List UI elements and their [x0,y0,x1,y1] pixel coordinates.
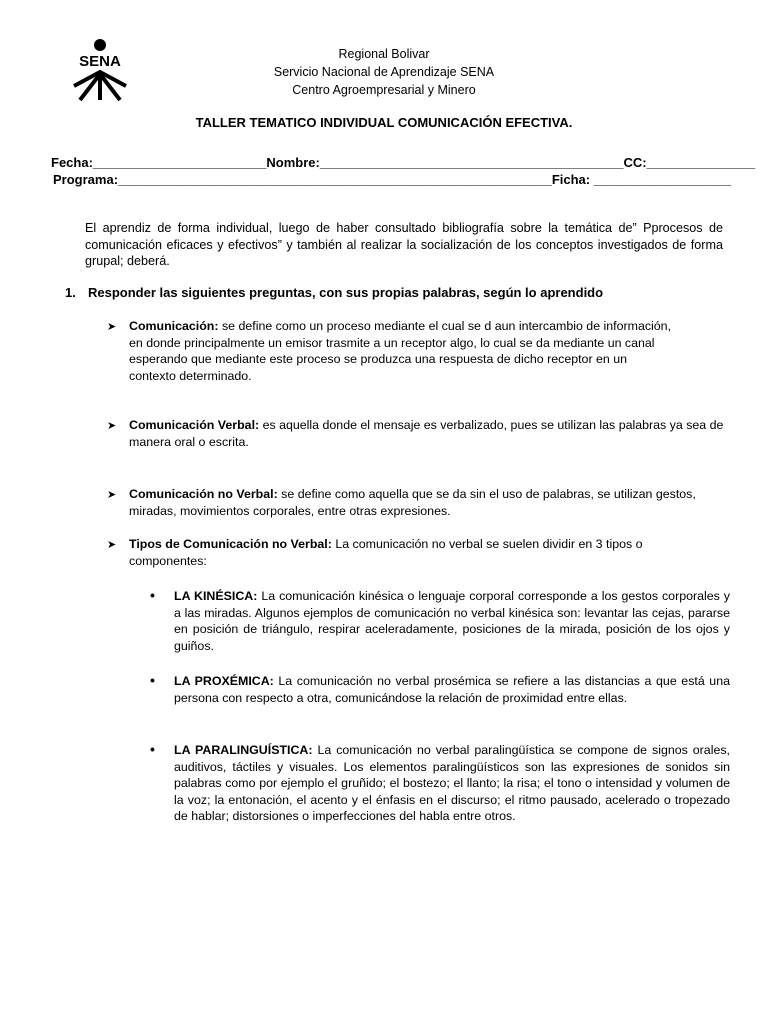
term-definition: es aquella donde el mensaje es verbalizado, pues se utilizan las palabras ya sea de manera oral o escrita. [129,418,724,449]
header-line-centro: Centro Agroempresarial y Minero [292,83,476,97]
form-row-fecha-nombre-cc: Fecha:________________________Nombre:__________________________________________CC:_______________ [51,155,756,170]
term-label: Tipos de Comunicación no Verbal: [129,537,332,551]
term-label: Comunicación: [129,319,219,333]
term-definition: La comunicación no verbal paralingüística se compone de signos orales, auditivos, táctiles y visuales. Los elementos paralingüísticos son las expresiones de sonidos sin palabras como por ejemplo el gruñido; el bostezo; el llanto; la risa; el tono o intensidad y volumen de la voz; la entonación, el acento y el énfasis en el discurso; el ritmo pausado, acelerado o tropezado de hablar; distorsiones o imperfecciones del habla entre otros. [174,743,730,824]
term-label: LA PARALINGUÍSTICA: [174,743,313,757]
term-label: LA KINÉSICA: [174,589,258,603]
term-definition: se define como un proceso mediante el cual se d aun intercambio de información, en donde principalmente un emisor trasmite a un receptor algo, lo cual se da mediante un canal esperando que mediante este proceso se produzca una respuesta de dicho receptor en un contexto determinado. [129,319,672,383]
term-label: Comunicación no Verbal: [129,487,278,501]
term-label: LA PROXÉMICA: [174,674,274,688]
arrow-bullet-icon: ➤ [107,420,117,432]
round-bullet-icon: • [150,741,155,757]
svg-text:SENA: SENA [79,53,121,70]
term-definition: La comunicación kinésica o lenguaje corporal corresponde a los gestos corporales y a las miradas. Algunos ejemplos de comunicación no verbal kinésica son: levantar las cejas, pararse en posición de triángulo, respirar aceleradamente, posiciones de la mirada, posición de los ojos y guiños. [174,589,730,653]
list-item-comunicacion-no-verbal [129,486,719,519]
arrow-bullet-icon: ➤ [107,489,117,501]
term-label: Comunicación Verbal: [129,418,260,432]
sub-item-kinesica [174,588,730,654]
term-definition: La comunicación no verbal prosémica se refiere a las distancias a que está una persona con respecto a otra, comunicándose la relación de proximidad entre ellas. [174,674,730,705]
term-definition: se define como aquella que se da sin el uso de palabras, se utilizan gestos, miradas, movimientos corporales, entre otras expresiones. [129,487,696,518]
document-title: TALLER TEMATICO INDIVIDUAL COMUNICACIÓN EFECTIVA. [195,115,573,130]
arrow-bullet-icon: ➤ [107,539,117,551]
round-bullet-icon: • [150,672,155,688]
header-line-regional: Regional Bolivar [338,47,430,61]
header-line-sena: Servicio Nacional de Aprendizaje SENA [273,65,495,79]
round-bullet-icon: • [150,587,155,603]
arrow-bullet-icon: ➤ [107,321,117,333]
list-item-tipos-no-verbal [129,536,719,569]
sub-item-paralinguistica [174,742,730,825]
question-text: Responder las siguientes preguntas, con sus propias palabras, según lo aprendido [88,285,604,300]
list-item-comunicacion-verbal [129,417,729,450]
sub-item-proxemica [174,673,730,706]
form-row-programa-ficha: Programa:____________________________________________________________Ficha: ___________________ [53,172,732,187]
term-definition: La comunicación no verbal se suelen dividir en 3 tipos o componentes: [129,537,643,568]
list-item-comunicacion [129,318,674,384]
question-number: 1. [65,285,76,300]
intro-paragraph: El aprendiz de forma individual, luego de haber consultado bibliografía sobre la temática de” Pprocesos de comunicación eficaces y efectivos” y también al realizar la socialización de los conceptos investigados de forma grupal; deberá. [85,221,723,269]
